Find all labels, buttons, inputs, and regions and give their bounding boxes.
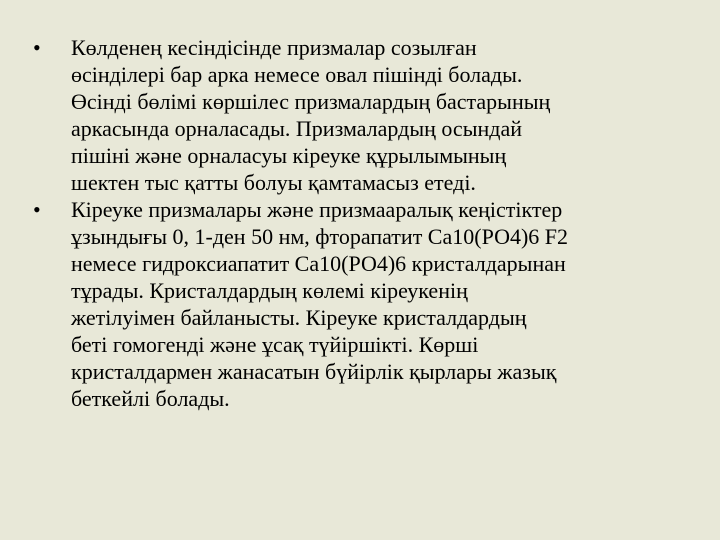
text-line: беткейлі болады. [71,386,230,411]
bullet-item [32,196,692,412]
bullet-icon: • [33,197,41,222]
text-line: өсінділері бар арка немесе овал пішінді болады. [71,62,523,87]
bullet-text [71,34,692,196]
text-line: ұзындығы 0, 1-ден 50 нм, фторапатит Са10(РО4)6 F2 [71,224,569,249]
text-line: пішіні және орналасуы кіреуке құрылымының [71,143,507,168]
text-line: Өсінді бөлімі көршілес призмалардың бастарының [71,89,551,114]
text-line: Кіреуке призмалары және призмааралық кеңістіктер [71,197,563,222]
text-line: немесе гидроксиапатит Са10(РО4)6 кристалдарынан [71,251,566,276]
text-line: жетілуімен байланысты. Кіреуке кристалдардың [71,305,527,330]
bullet-item [32,34,692,196]
text-line: кристалдармен жанасатын бүйірлік қырлары жазық [71,359,557,384]
text-line: шектен тыс қатты болуы қамтамасыз етеді. [71,170,476,195]
bullet-text [71,196,692,412]
bullet-list [32,34,692,412]
text-line: тұрады. Кристалдардың көлемі кіреукенің [71,278,468,303]
text-line: беті гомогенді және ұсақ түйіршікті. Көрші [71,332,479,357]
text-line: аркасында орналасады. Призмалардың осындай [71,116,522,141]
text-line: Көлденең кесіндісінде призмалар созылған [71,35,477,60]
bullet-icon: • [33,35,41,60]
